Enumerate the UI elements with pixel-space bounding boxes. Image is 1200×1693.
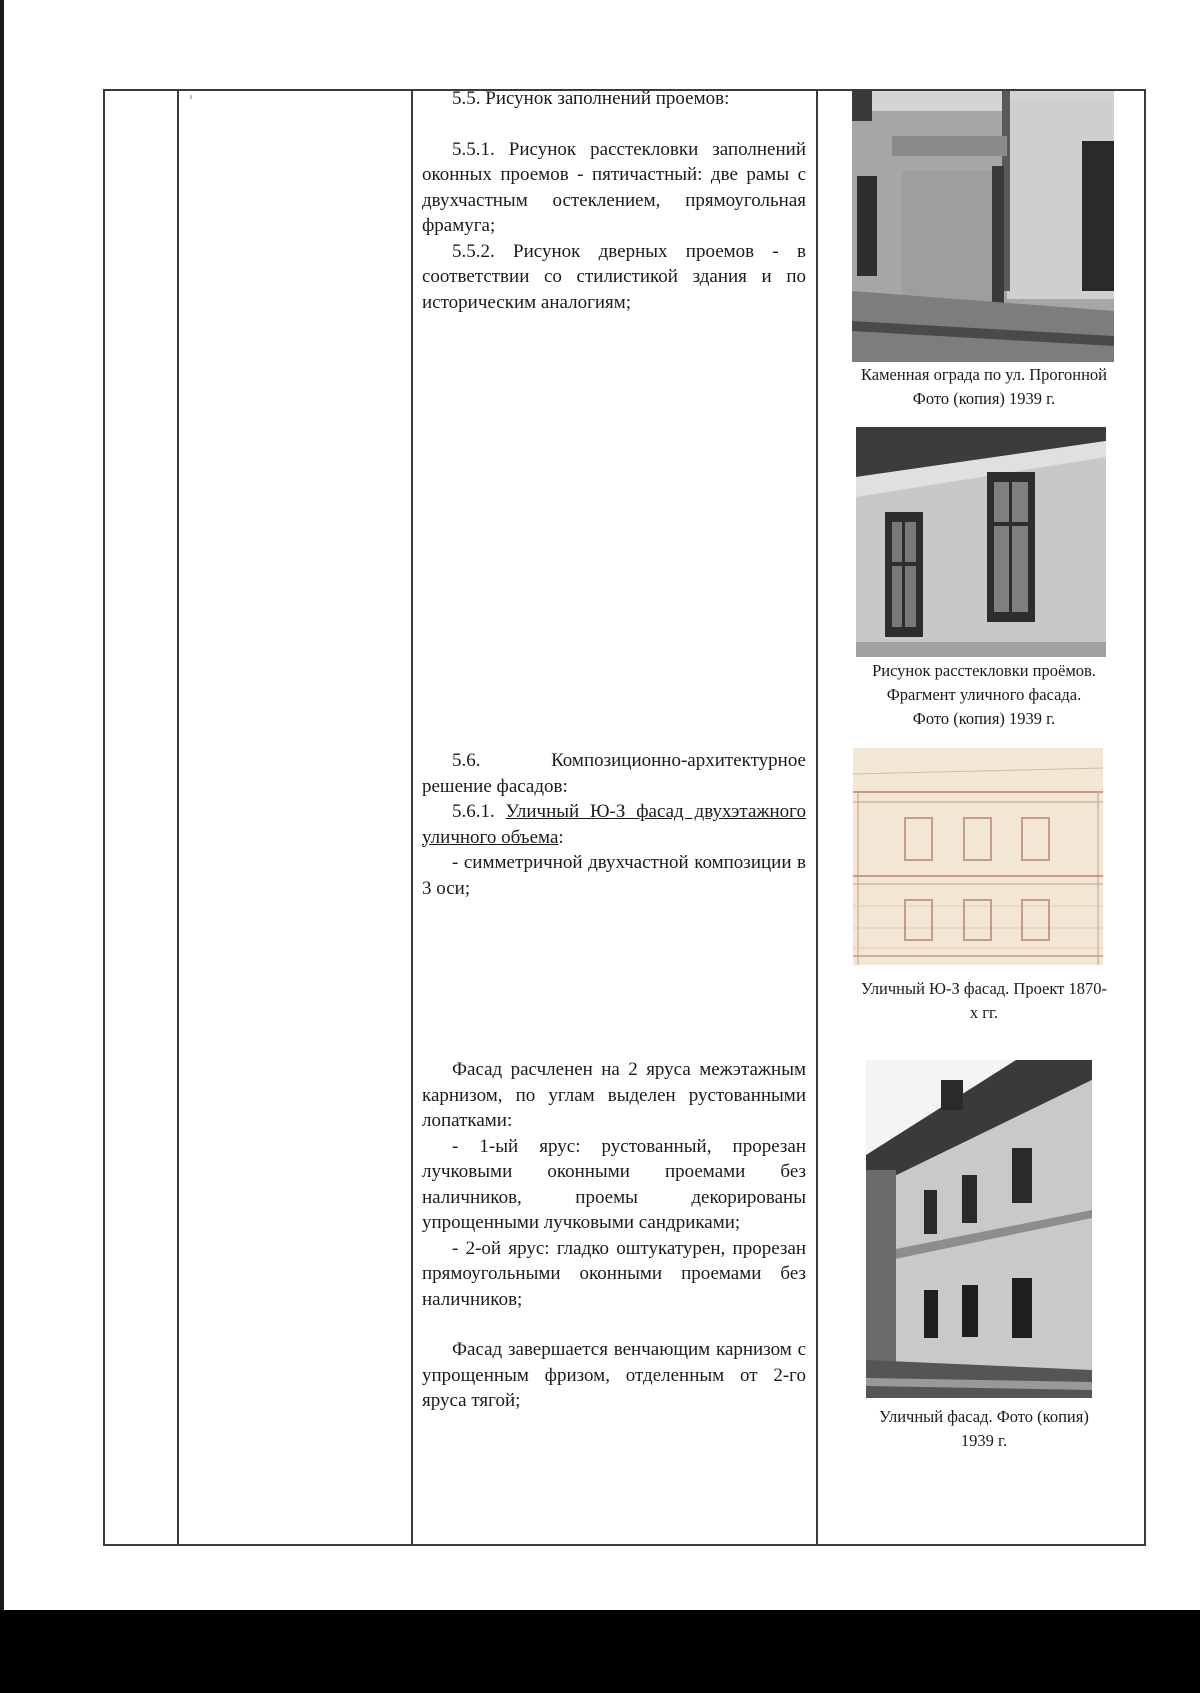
table-bottom-border (103, 1544, 1146, 1546)
section-5-6 (422, 748, 806, 901)
street-facade-caption (818, 1405, 1150, 1453)
section-5-6-1-title: Уличный Ю-З фасад двухэтажного уличного объема (422, 801, 807, 848)
facade-project-caption (818, 977, 1150, 1025)
street-facade-photo (866, 1060, 1092, 1398)
section-5-5 (422, 86, 806, 315)
facade-description (422, 1057, 806, 1414)
facade-project-caption-line-2: х гг. (969, 1003, 999, 1022)
section-5-5-1-text: 5.5.1. Рисунок расстекловки заполнений оконных проемов - пятичастный: две рамы с двухчастным остеклением, прямоугольная фрамуга; (422, 138, 806, 236)
table-column-border-2 (177, 89, 179, 1545)
street-facade-caption-line-1: Уличный фасад. Фото (копия) (879, 1407, 1089, 1426)
window-glazing-caption (818, 659, 1150, 731)
table-column-border-1 (103, 89, 105, 1545)
section-5-6-1-text (422, 799, 806, 850)
table-column-border-5 (1144, 89, 1146, 1545)
window-glazing-photo (856, 427, 1106, 657)
street-facade-caption-line-2: 1939 г. (960, 1431, 1008, 1450)
window-glazing-caption-line-1: Рисунок расстекловки проёмов. (872, 661, 1096, 680)
scan-bottom-band (0, 1610, 1200, 1693)
description-paragraph-4: Фасад завершается венчающим карнизом с упрощенным фризом, отделенным от 2-го яруса тягой; (422, 1339, 806, 1411)
stone-fence-photo (852, 91, 1114, 362)
description-paragraph-1: Фасад расчленен на 2 яруса межэтажным карнизом, по углам выделен рустованными лопатками: (422, 1059, 806, 1131)
stone-fence-caption (818, 363, 1150, 411)
section-5-5-heading: 5.5. Рисунок заполнений проемов: (452, 88, 730, 109)
table-column-border-3 (411, 89, 413, 1545)
facade-project-drawing (853, 748, 1103, 965)
section-5-6-1-colon: : (558, 826, 564, 848)
scan-left-edge (0, 0, 4, 1610)
section-5-6-heading: 5.6. Композиционно-архитектурное решение фасадов: (422, 750, 806, 797)
description-paragraph-2: - 1-ый ярус: рустованный, прорезан лучковыми оконными проемами без наличников, проемы декорированы упрощенными лучковыми сандриками; (422, 1135, 806, 1233)
table-column-border-4 (816, 89, 818, 1545)
window-glazing-caption-line-3: Фото (копия) 1939 г. (912, 709, 1056, 728)
section-5-6-1-point: - симметричной двухчастной композиции в 3 оси; (422, 852, 806, 899)
section-5-6-1-number: 5.6.1. (452, 801, 495, 822)
window-glazing-caption-line-2: Фрагмент уличного фасада. (886, 685, 1082, 704)
scan-speck (190, 95, 192, 99)
facade-project-caption-line-1: Уличный Ю-З фасад. Проект 1870- (861, 979, 1107, 998)
stone-fence-caption-line-2: Фото (копия) 1939 г. (912, 389, 1056, 408)
description-paragraph-3: - 2-ой ярус: гладко оштукатурен, прорезан прямоугольными оконными проемами без наличников; (422, 1237, 806, 1310)
section-5-5-2-text: 5.5.2. Рисунок дверных проемов - в соответствии со стилистикой здания и по историческим аналогиям; (422, 240, 806, 313)
stone-fence-caption-line-1: Каменная ограда по ул. Прогонной (861, 365, 1107, 384)
